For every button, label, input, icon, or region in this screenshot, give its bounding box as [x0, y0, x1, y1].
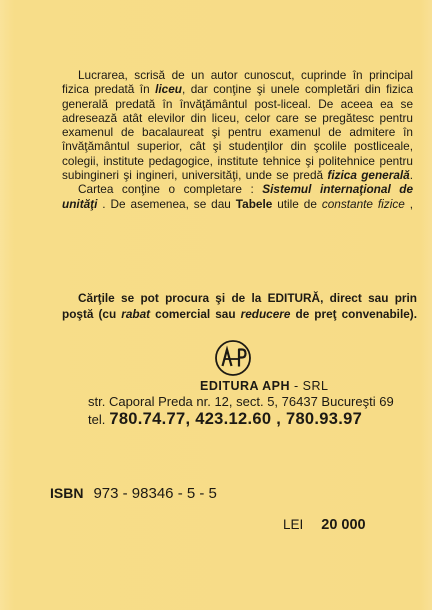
description-line	[62, 154, 413, 168]
emphasis-constante-fizice: constante fizice	[321, 196, 405, 211]
description-text: Cartea conţine o completare :	[78, 182, 263, 197]
description-text: generală predată în învăţământul post-liceal. De aceea ea se	[62, 96, 413, 111]
description-line	[62, 168, 413, 182]
emphasis-liceu: liceu	[155, 82, 182, 97]
price-currency: LEI	[283, 517, 304, 532]
description-line	[62, 68, 413, 82]
phone-label: tel.	[88, 412, 106, 427]
description-line	[62, 139, 413, 153]
publisher-suffix: - SRL	[290, 379, 329, 393]
description-text: .	[409, 168, 413, 183]
publisher-address: str. Caporal Preda nr. 12, sect. 5, 76437 Bucureşti 69	[88, 394, 394, 409]
description-line	[62, 197, 413, 211]
publisher-name-text: EDITURA APH	[200, 379, 290, 393]
emphasis-reducere: reducere	[240, 307, 291, 321]
emphasis-sistemul-international: Sistemul internaţional de	[262, 182, 414, 197]
emphasis-tabele: Tabele	[235, 196, 273, 211]
publisher-name	[200, 378, 328, 394]
description-text: fizica predată în	[62, 82, 156, 97]
publisher-logo	[214, 339, 252, 377]
description-line	[62, 97, 413, 111]
description-text: . De asemenea, se dau	[97, 196, 236, 211]
aph-logo-icon	[214, 339, 252, 377]
description-text: Lucrarea, scrisă de un autor cunoscut, cuprinde în principal	[78, 68, 413, 82]
emphasis-rabat: rabat	[121, 307, 151, 321]
description-line	[62, 111, 413, 125]
description-text: utile de	[272, 196, 322, 211]
description-text: învăţământul superior, cât şi studenţilor din şcolile postliceale,	[62, 139, 413, 154]
price	[283, 516, 366, 534]
publisher-phones	[88, 409, 362, 430]
isbn-number: 973 - 98346 - 5 - 5	[93, 485, 217, 502]
phone-numbers: 780.74.77, 423.12.60 , 780.93.97	[109, 410, 363, 428]
description-text: colegii, institute pedagogice, institute tehnice şi politehnice pentru	[62, 153, 413, 168]
emphasis-unitati: unităţi	[62, 196, 98, 211]
description-line	[62, 182, 413, 196]
book-description	[62, 68, 413, 211]
description-text: subingineri şi ingineri, universităţi, unde se predă	[62, 168, 328, 183]
emphasis-fizica-generala: fizica generală	[327, 168, 410, 183]
description-line	[62, 125, 413, 139]
ordering-text: poştă (cu	[62, 307, 122, 321]
ordering-text: de preţ convenabile).	[290, 307, 417, 321]
price-amount: 20 000	[321, 517, 366, 533]
description-line	[62, 82, 413, 96]
description-text: adresează atât elevilor din liceu, celor care se pregătesc pentru	[62, 110, 413, 125]
description-text: examenul de bacalaureat şi pentru examenul de admitere în	[62, 125, 413, 140]
ordering-text: Cărţile se pot procura şi de la EDITURĂ, direct sau prin	[78, 291, 417, 305]
isbn	[50, 484, 217, 503]
ordering-note	[62, 290, 417, 322]
isbn-label: ISBN	[50, 485, 84, 501]
ordering-text: comercial sau	[150, 307, 241, 321]
description-text: ,	[404, 196, 413, 211]
description-text: , dar conţine şi unele completări din fizica	[182, 82, 413, 97]
ordering-line	[62, 290, 417, 306]
ordering-line	[62, 306, 417, 322]
